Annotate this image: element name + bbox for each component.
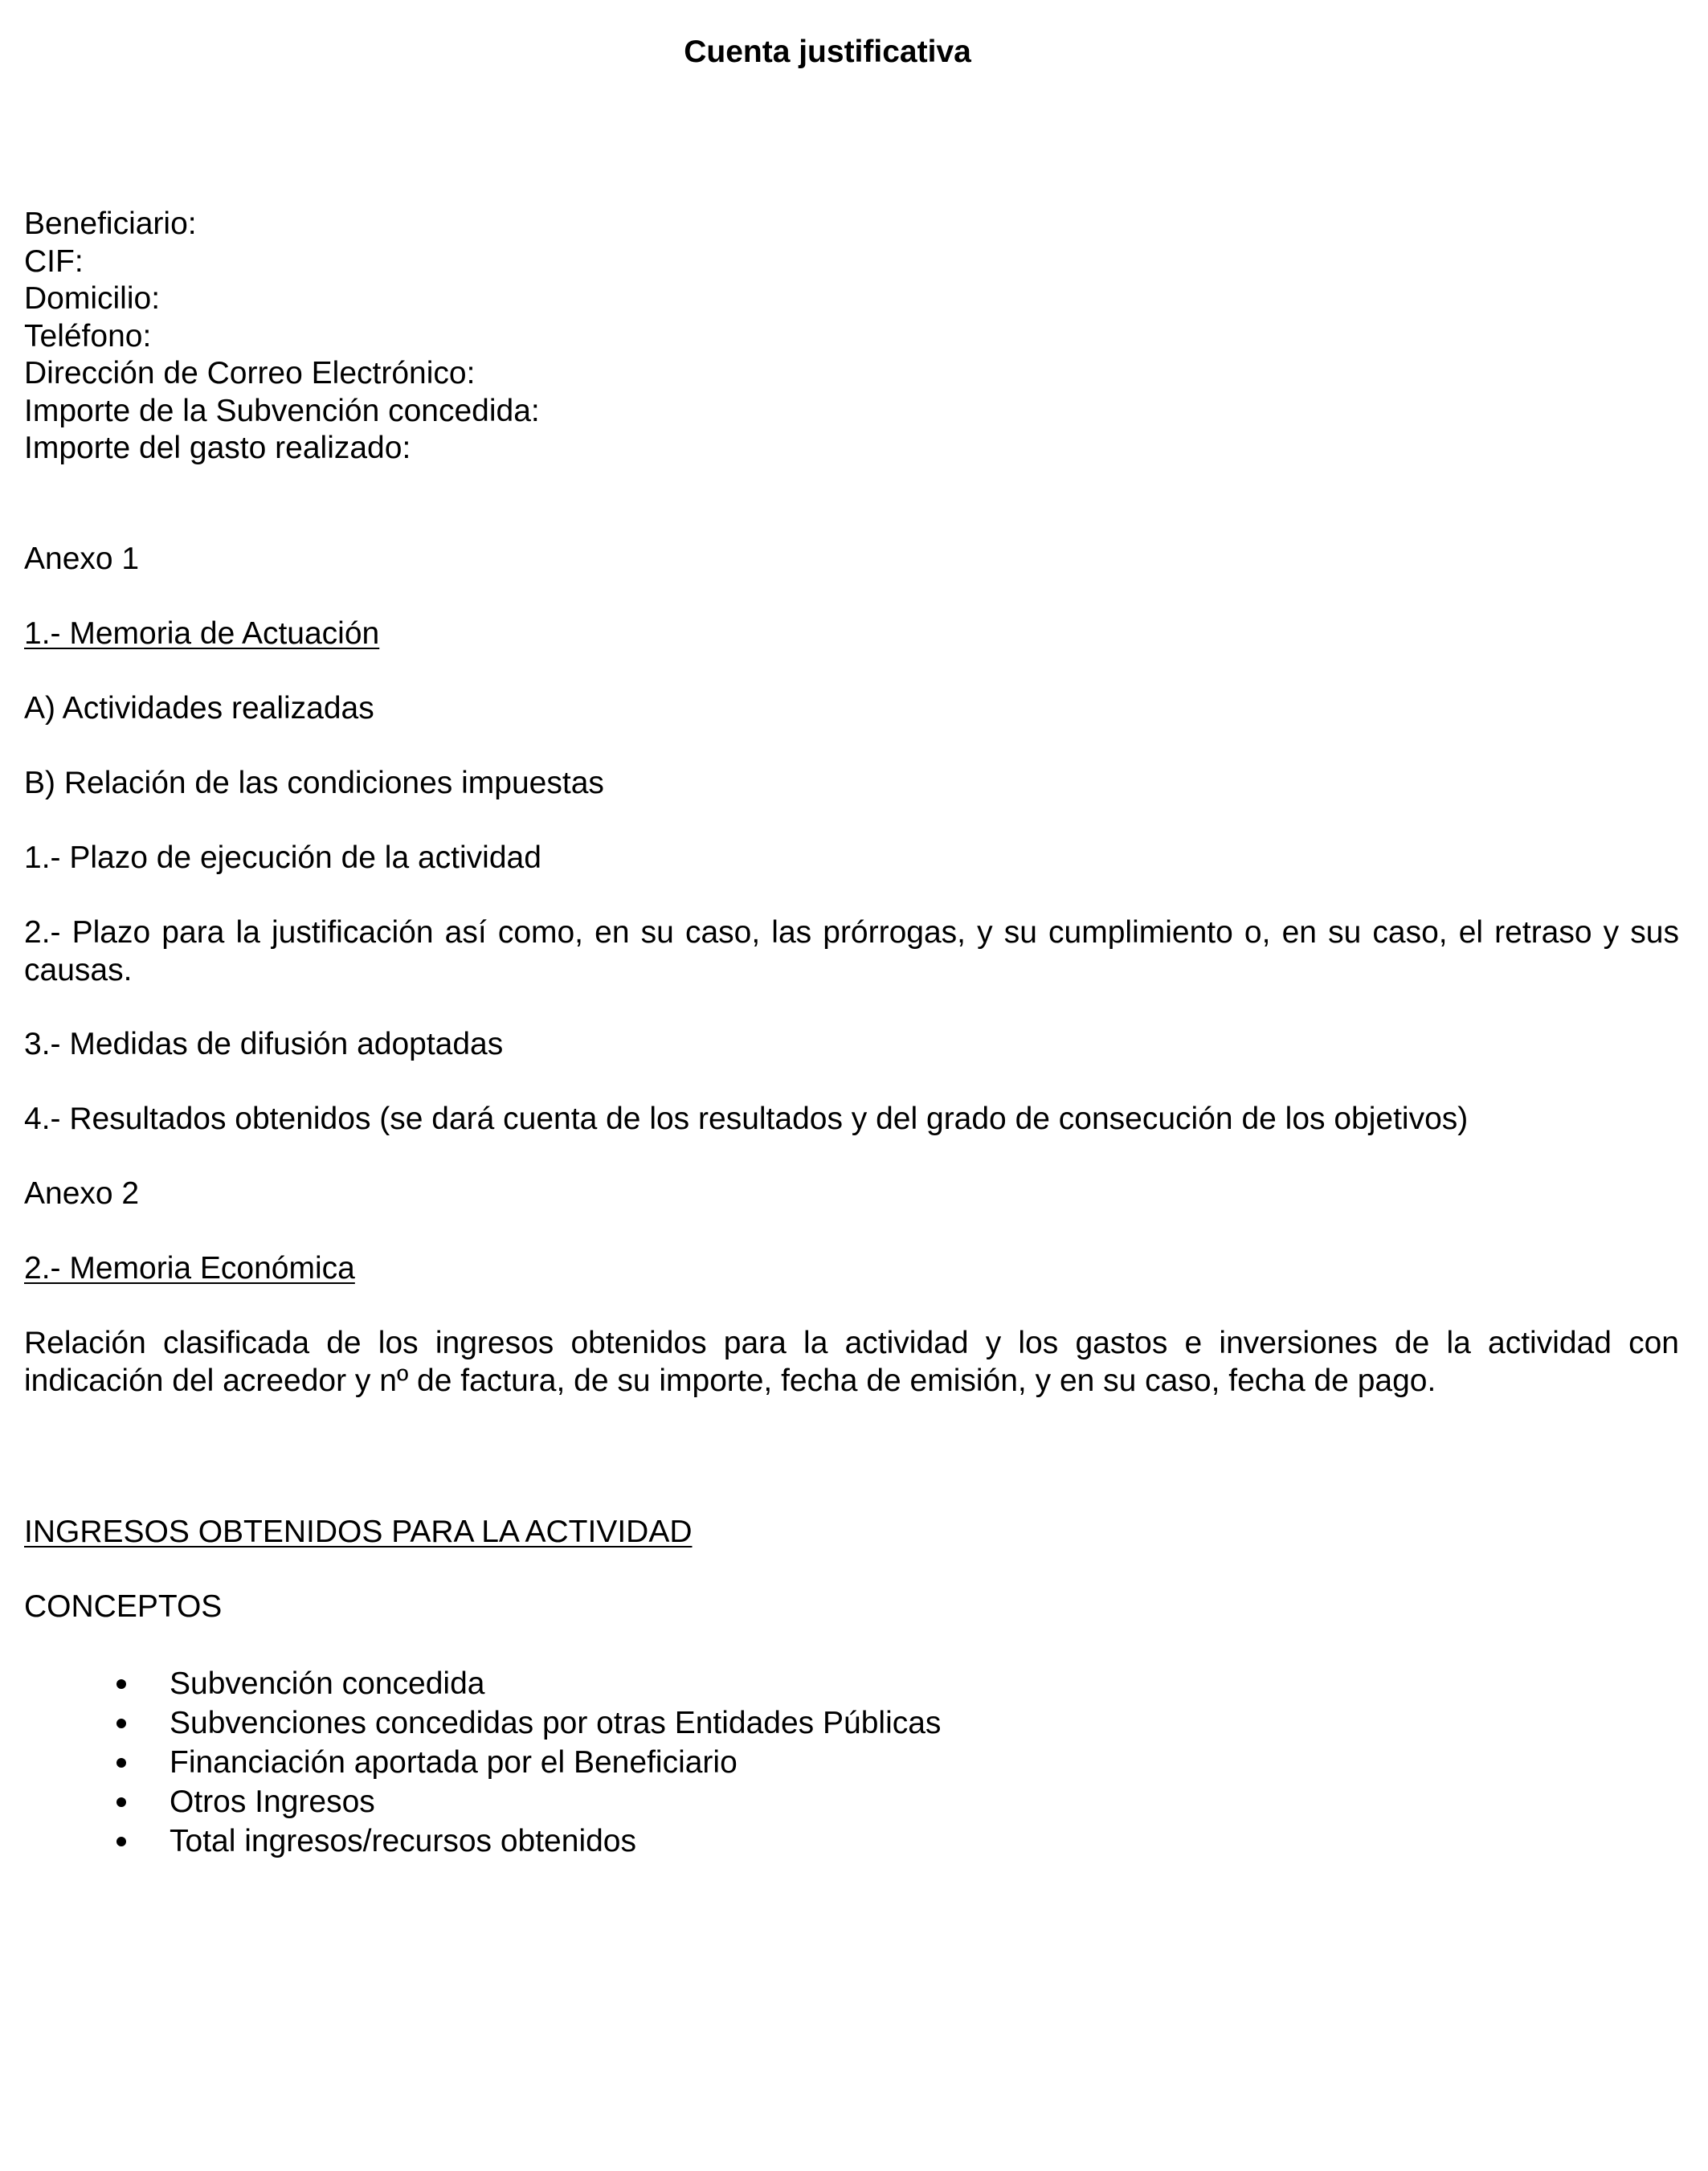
field-importe-gasto: Importe del gasto realizado:: [24, 431, 411, 465]
field-importe-subvencion: Importe de la Subvención concedida:: [24, 393, 540, 428]
annex2-description: Relación clasificada de los ingresos obtenidos para la actividad y los gastos e inversiones de la actividad con indicación del acreedor y nº de factura, de su importe, fecha de emisión, y en su caso, fecha de pago.: [24, 1326, 1679, 1398]
field-telefono: Teléfono:: [24, 318, 152, 354]
document-title: Cuenta justificativa: [684, 35, 971, 69]
list-item-label: Total ingresos/recursos obtenidos: [170, 1824, 636, 1858]
condition-item-1: 1.- Plazo de ejecución de la actividad: [24, 840, 541, 875]
field-cif: CIF:: [24, 243, 84, 279]
bullet-icon: [116, 1679, 126, 1689]
annex2-heading: 2.- Memoria Económica: [24, 1251, 355, 1286]
field-beneficiario: Beneficiario:: [24, 206, 197, 241]
list-item-label: Financiación aportada por el Beneficiario: [170, 1745, 738, 1780]
condition-item-2: 2.- Plazo para la justificación así como, en su caso, las prórrogas, y su cumplimiento o, en su caso, el retraso y sus causas.: [24, 915, 1679, 987]
bullet-icon: [116, 1837, 126, 1846]
income-heading: INGRESOS OBTENIDOS PARA LA ACTIVIDAD: [24, 1515, 693, 1549]
list-item-label: Subvenciones concedidas por otras Entidades Públicas: [170, 1706, 942, 1740]
field-domicilio: Domicilio:: [24, 281, 161, 316]
list-item: [24, 1821, 1679, 1861]
condition-item-4: 4.- Resultados obtenidos (se dará cuenta de los resultados y del grado de consecución de los objetivos): [24, 1102, 1469, 1136]
header-fields: [24, 206, 1679, 468]
annex2-label: Anexo 2: [24, 1176, 140, 1211]
list-item-label: Subvención concedida: [170, 1666, 485, 1701]
list-item: [24, 1782, 1679, 1821]
annex1-heading: 1.- Memoria de Actuación: [24, 616, 380, 651]
list-item-label: Otros Ingresos: [170, 1785, 375, 1819]
income-concepts-list: [24, 1664, 1679, 1861]
bullet-icon: [116, 1797, 126, 1807]
section-b-label: B) Relación de las condiciones impuestas: [24, 766, 604, 800]
bullet-icon: [116, 1719, 126, 1728]
concepts-label: CONCEPTOS: [24, 1589, 223, 1624]
list-item: [24, 1743, 1679, 1782]
list-item: [24, 1664, 1679, 1703]
list-item: [24, 1703, 1679, 1743]
condition-item-3: 3.- Medidas de difusión adoptadas: [24, 1027, 504, 1061]
field-email: Dirección de Correo Electrónico:: [24, 356, 476, 390]
annex1-label: Anexo 1: [24, 542, 140, 576]
bullet-icon: [116, 1758, 126, 1768]
section-a-label: A) Actividades realizadas: [24, 691, 374, 726]
